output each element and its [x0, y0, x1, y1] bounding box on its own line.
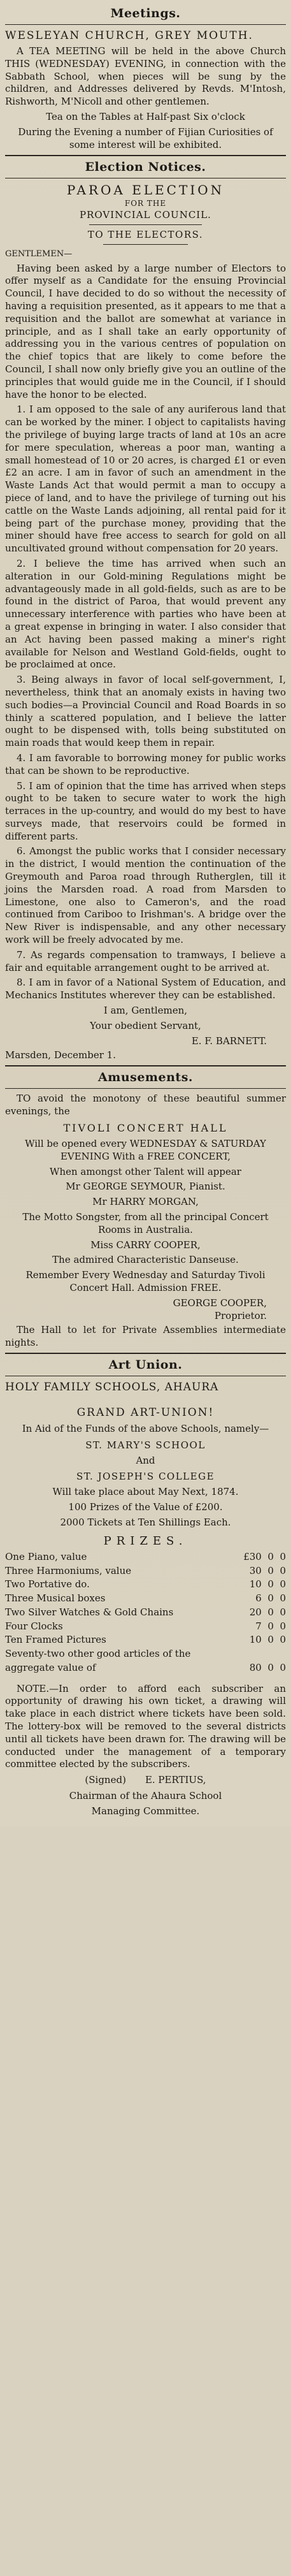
divider: [5, 1088, 286, 1089]
divider: [103, 244, 187, 245]
amusements-venue: TIVOLI CONCERT HALL: [63, 1122, 228, 1135]
signed-committee: Managing Committee.: [91, 1805, 200, 1817]
spacer: [5, 1675, 286, 1680]
art-union-school2: ST. JOSEPH'S COLLEGE: [76, 1471, 215, 1483]
prize-amount: 7 0 0: [255, 1620, 286, 1632]
wesleyan-title-text: WESLEYAN CHURCH, GREY MOUTH.: [5, 29, 253, 42]
art-union-aid: In Aid of the Funds of the above Schools, namely—: [22, 1422, 269, 1434]
prize-amount: £30 0 0: [243, 1550, 286, 1562]
art-union-prizes-title: PRIZES.: [103, 1534, 188, 1548]
meeting-body: A TEA MEETING will be held in the above Church THIS (WEDNESDAY) EVENING, in connection with the Sabbath School, when pieces will be sung by the children, and Addresses delivered by Revds. M'Intosh, Rishworth, M'Nicoll and other gentlemen.: [5, 45, 286, 108]
prize-row: [5, 1550, 286, 1564]
prize-item: Two Silver Watches & Gold Chains: [5, 1606, 174, 1618]
amusements-cooper: Miss CARRY COOPER,: [90, 1239, 201, 1251]
meeting-fijian: During the Evening a number of Fijian Curiosities of some interest will be exhibited.: [18, 126, 273, 150]
amusements-proprietor-title: Proprietor.: [214, 1309, 267, 1321]
art-union-school1: ST. MARY'S SCHOOL: [85, 1439, 206, 1451]
amusements-morgan: Mr HARRY MORGAN,: [92, 1196, 199, 1208]
prize-item: Four Clocks: [5, 1620, 63, 1632]
section-header-art-union: Art Union.: [108, 1358, 183, 1372]
amusements-remember: Remember Every Wednesday and Saturday Tivoli Concert Hall. Admission FREE.: [25, 1269, 266, 1293]
election-signature: E. F. BARNETT.: [191, 1035, 267, 1047]
signed-name: E. PERTIUS,: [145, 1774, 206, 1786]
spacer: [5, 1397, 286, 1402]
prize-row: [5, 1633, 286, 1647]
election-para-5: 5. I am of opinion that the time has arrived when steps ought to be taken to secure water to work the high terraces in the up-country, and would do my best to have surveys made, that reservoirs could be formed in different parts.: [5, 780, 286, 842]
prize-item: Ten Framed Pictures: [5, 1634, 106, 1646]
signed-label: (Signed): [85, 1774, 126, 1786]
meeting-tea: Tea on the Tables at Half-past Six o'clock: [46, 111, 245, 123]
election-dateline: Marsden, December 1.: [5, 1049, 116, 1061]
amusements-talent: When amongst other Talent will appear: [50, 1165, 241, 1177]
amusements-seymour: Mr GEORGE SEYMOUR, Pianist.: [66, 1181, 225, 1193]
election-para-2: 2. I believe the time has arrived when such an alteration in our Gold-mining Regulations might be advantageously made in all gold-fields, such as are to be found in the district of Paroa, that would prevent any unnecessary interference with parties who have been at a great expense in bringing in water. I also consider that an Act having been passed making a miner's right available for Nelson and Westland Gold-fields, ought to be proclaimed at once.: [5, 557, 286, 671]
amusements-open: Will be opened every WEDNESDAY & SATURDAY EVENING With a FREE CONCERT,: [25, 1138, 266, 1162]
election-sub1: FOR THE: [124, 199, 167, 208]
section-header-amusements: Amusements.: [97, 1070, 194, 1085]
election-sub2: PROVINCIAL COUNCIL.: [80, 209, 211, 221]
wesleyan-title: [5, 29, 286, 43]
prize-amount: 6 0 0: [255, 1592, 286, 1605]
signed-row: [5, 1773, 286, 1787]
divider: [5, 1065, 286, 1066]
amusements-cooper-desc: The admired Characteristic Danseuse.: [52, 1254, 239, 1266]
election-closing2: Your obedient Servant,: [90, 1019, 201, 1031]
election-greeting: GENTLEMEN—: [5, 249, 73, 259]
section-header-election: Election Notices.: [85, 160, 206, 175]
election-para-7: 7. As regards compensation to tramways, I believe a fair and equitable arrangement ought to be arrived at.: [5, 949, 286, 973]
divider: [5, 1353, 286, 1354]
prize-amount: 10 0 0: [249, 1634, 286, 1646]
election-title: PAROA ELECTION: [66, 182, 225, 198]
election-para-0: Having been asked by a large number of Electors to offer myself as a Candidate for the ensuing Provincial Council, I have decided to do so without the necessity of having a requisition presented, as it appears to me that a requisition and the ballot are somewhat at variance in principle, and as I shall take an early opportunity of addressing you in the various centres of population on the chief topics that are likely to come before the Council, I shall now only briefly give you an outline of the principles that would guide me in the Council, if I should have the honor to be elected.: [5, 262, 286, 400]
election-para-8: 8. I am in favor of a National System of Education, and Mechanics Institutes wherever they can be established.: [5, 977, 286, 1001]
divider: [5, 155, 286, 156]
amusements-hall-let: The Hall to let for Private Assemblies intermediate nights.: [5, 1323, 286, 1348]
prize-row: [5, 1647, 286, 1675]
art-union-prizes-value: 100 Prizes of the Value of £200.: [68, 1501, 223, 1513]
prize-item: Seventy-two other good articles of the aggregate value of: [5, 1648, 191, 1673]
election-closing1: I am, Gentlemen,: [103, 1005, 188, 1017]
prize-item: Three Harmoniums, value: [5, 1564, 132, 1576]
prize-amount: 10 0 0: [249, 1578, 286, 1590]
amusements-proprietor: GEORGE COOPER,: [173, 1297, 267, 1309]
election-para-1: 1. I am opposed to the sale of any auriferous land that can be worked by the miner. I object to capitalists having the privilege of buying large tracts of land at 10s an acre for mere speculation, whereas a poor man, wanting a small homestead of 10 or 20 acres, is charged £1 or even £2 an acre. I am in favor of such an amendment in the Waste Lands Act that would permit a man to occupy a piece of land, and to have the privilege of turning out his cattle on the Waste Lands adjoining, all rental paid for it being part of the purchase money, providing that the miner should have free access to search for gold on all uncultivated ground without compensation for 20 years.: [5, 404, 286, 555]
divider: [89, 224, 201, 225]
election-para-3: 3. Being always in favor of local self-government, I, nevertheless, think that an anomaly exists in having two such bodies—a Provincial Council and Road Boards in so thinly a scattered population, and I believe the latter ought to be dispensed with, tolls being substituted on main roads that would keep them in repair.: [5, 674, 286, 749]
divider: [5, 24, 286, 25]
election-para-6: 6. Amongst the public works that I consider necessary in the district, I would mention the continuation of the Greymouth and Paroa road through Rutherglen, till it joins the Marsden road. A road from Marsden to Limestone, one also to Cameron's, and the road continued from Cariboo to Irishman's. A bridge over the New River is indispensable, and any other necessary work will be freely advocated by me.: [5, 845, 286, 946]
signed-title: Chairman of the Ahaura School: [69, 1789, 222, 1801]
prize-item: Three Musical boxes: [5, 1592, 106, 1605]
art-union-date: Will take place about May Next, 1874.: [52, 1486, 239, 1498]
prize-row: [5, 1578, 286, 1592]
prize-amount: 80 0 0: [249, 1661, 286, 1673]
art-union-note: NOTE.—In order to afford each subscriber an opportunity of drawing his own ticket, a drawing will take place in each district where tickets have been sold. The lottery-box will be removed to the several districts until all tickets have been drawn for. The drawing will be conducted under the management of a temporary committee elected by the subscribers.: [5, 1682, 286, 1770]
prize-item: One Piano, value: [5, 1550, 87, 1562]
art-union-and: And: [136, 1454, 155, 1466]
prize-row: [5, 1564, 286, 1578]
amusements-intro: TO avoid the monotony of these beautiful summer evenings, the: [5, 1093, 286, 1117]
art-union-grand: GRAND ART-UNION!: [76, 1406, 215, 1419]
amusements-morgan-desc: The Motto Songster, from all the principal Concert Rooms in Australia.: [22, 1211, 269, 1235]
prize-amount: 30 0 0: [249, 1564, 286, 1576]
prize-row: [5, 1592, 286, 1606]
art-union-title: HOLY FAMILY SCHOOLS, AHAURA: [5, 1381, 219, 1394]
election-para-4: 4. I am favorable to borrowing money for public works that can be shown to be reproductive.: [5, 752, 286, 776]
art-union-tickets: 2000 Tickets at Ten Shillings Each.: [60, 1517, 231, 1529]
prize-row: [5, 1620, 286, 1634]
prize-item: Two Portative do.: [5, 1578, 90, 1590]
section-header-meetings: Meetings.: [110, 6, 181, 20]
prize-row: [5, 1606, 286, 1620]
prize-amount: 20 0 0: [249, 1606, 286, 1618]
election-to: TO THE ELECTORS.: [87, 229, 204, 241]
